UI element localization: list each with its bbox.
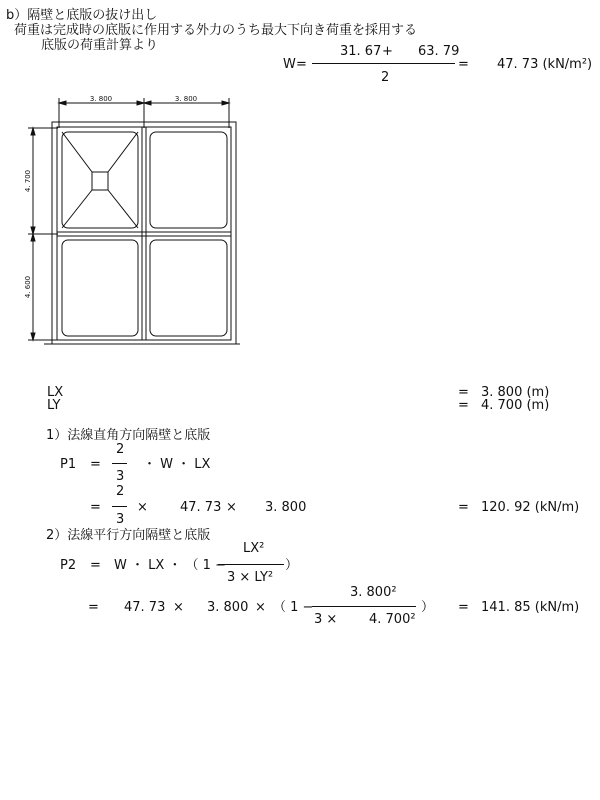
p1-label: P1 (60, 457, 77, 472)
dim-top-right: 3. 800 (174, 95, 198, 103)
p1-numerator: 2 (116, 442, 125, 457)
section-line-1: 荷重は完成時の底版に作用する外力のうち最大下向き荷重を採用する (14, 23, 418, 38)
w-plus: + (382, 44, 393, 59)
p1-times-2: × (226, 500, 237, 515)
p2-fraction2-numerator: 3. 800² (350, 585, 397, 600)
p2-close-paren-2: ） (421, 600, 435, 615)
p2-close-paren: ） (285, 558, 299, 573)
ly-equals: = (458, 398, 469, 413)
p1-fraction-bar-2 (112, 506, 127, 507)
dim-top-left: 3. 800 (89, 95, 113, 103)
p2-fraction2-denominator-a: 3 × (314, 612, 338, 627)
section-title: b）隔壁と底版の抜け出し (6, 8, 158, 23)
p2-times-1: × (173, 600, 184, 615)
p2-times-2: × (255, 600, 266, 615)
lx-label: LX (47, 385, 64, 400)
p2-fraction-numerator: LX² (243, 541, 265, 556)
p1-denominator: 3 (116, 469, 125, 484)
p2-expression: W ・ LX ・ （ 1 − (114, 558, 226, 573)
p2-w-value: 47. 73 (124, 600, 166, 615)
ly-value: 4. 700 (m) (481, 398, 550, 413)
p1-equals-3: = (458, 500, 469, 515)
case1-heading: 1）法線直角方向隔壁と底版 (46, 428, 211, 443)
p2-fraction2-denominator-b: 4. 700² (369, 612, 416, 627)
p2-equals-3: = (458, 600, 469, 615)
p1-w-value: 47. 73 (180, 500, 222, 515)
dim-left-top: 4. 700 (24, 169, 32, 193)
p1-expression: ・ W ・ LX (143, 457, 211, 472)
w-symbol: W (283, 57, 296, 72)
p2-fraction2-bar (312, 606, 416, 607)
p1-denominator-2: 3 (116, 512, 125, 527)
dim-left-bottom: 4. 600 (24, 275, 32, 299)
w-numerator-a: 31. 67 (340, 44, 382, 59)
w-denominator: 2 (381, 70, 390, 85)
p2-fraction-bar (218, 564, 284, 565)
plan-drawing (0, 0, 600, 370)
p1-times-1: × (137, 500, 148, 515)
case2-heading: 2）法線平行方向隔壁と底版 (46, 528, 211, 543)
lx-equals: = (458, 385, 469, 400)
w-numerator-b: 63. 79 (418, 44, 460, 59)
p2-equals-2: = (88, 600, 99, 615)
p2-open-paren: （ 1 − (273, 600, 314, 615)
p1-fraction-bar (112, 463, 127, 464)
p2-label: P2 (60, 558, 77, 573)
p1-equals-2: = (90, 500, 101, 515)
p2-lx-value: 3. 800 (207, 600, 249, 615)
w-equals-2: = (458, 57, 469, 72)
w-equals: = (296, 57, 307, 72)
p1-result: 120. 92 (kN/m) (481, 500, 580, 515)
ly-label: LY (47, 398, 61, 413)
p1-numerator-2: 2 (116, 484, 125, 499)
w-result: 47. 73 (kN/m²) (497, 57, 593, 72)
lx-value: 3. 800 (m) (481, 385, 550, 400)
p2-result: 141. 85 (kN/m) (481, 600, 580, 615)
p1-equals: = (90, 457, 101, 472)
p2-fraction-denominator: 3 × LY² (227, 570, 274, 585)
p1-lx-value: 3. 800 (265, 500, 307, 515)
p2-equals: = (90, 558, 101, 573)
section-line-2: 底版の荷重計算より (41, 38, 159, 53)
